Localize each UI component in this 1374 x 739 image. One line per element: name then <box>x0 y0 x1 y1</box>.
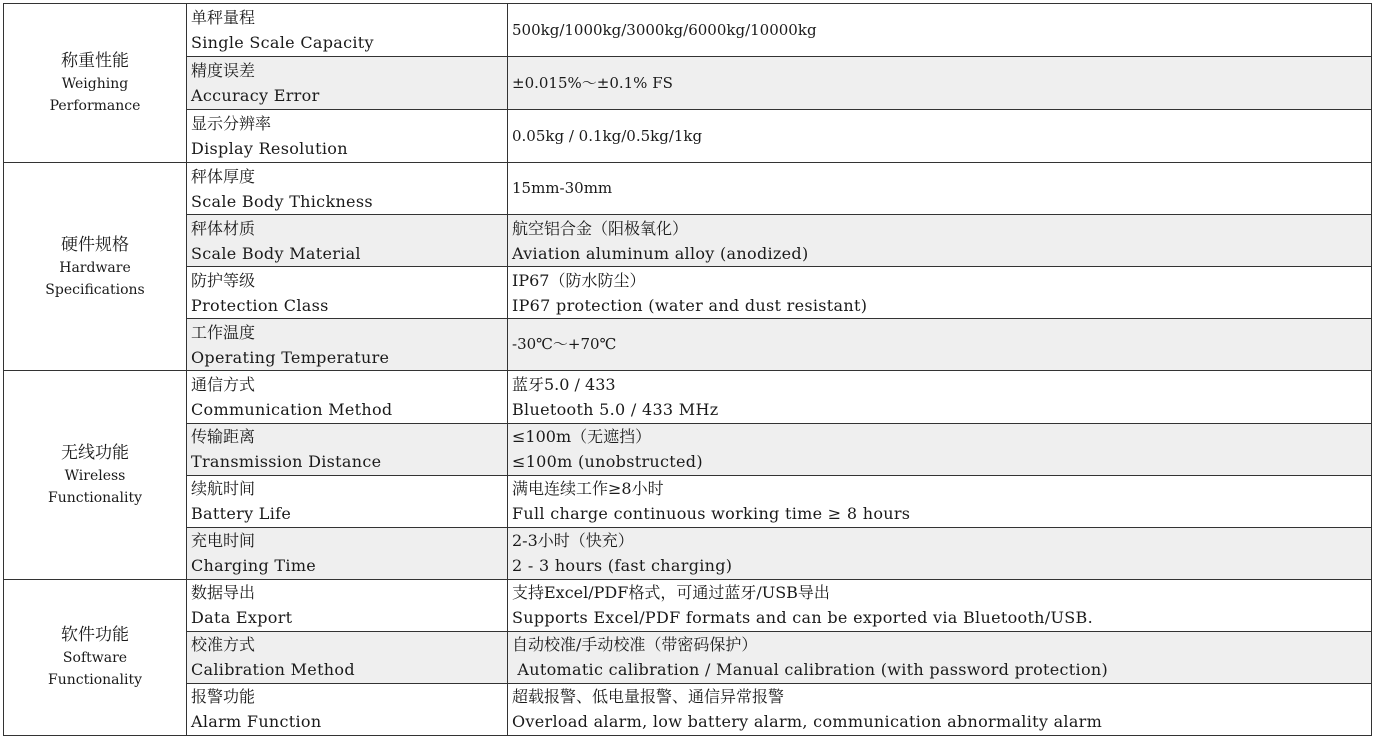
item-scale-body-thickness <box>187 163 508 215</box>
english-text: Functionality <box>48 672 142 689</box>
chinese-text: 单秤量程 <box>191 8 256 28</box>
spec-table <box>3 3 1372 736</box>
english-text: ≤100m (unobstructed) <box>512 452 703 472</box>
english-text: IP67 protection (water and dust resistant) <box>512 295 868 315</box>
value-scale-body-thickness <box>508 163 1372 215</box>
chinese-text: 充电时间 <box>191 531 256 551</box>
value-calibration-method <box>508 631 1372 683</box>
item-operating-temperature <box>187 319 508 371</box>
chinese-text: 数据导出 <box>191 583 256 603</box>
cell-text: 15mm-30mm <box>512 179 613 198</box>
english-text: Scale Body Thickness <box>191 191 373 211</box>
chinese-text: 无线功能 <box>61 443 129 464</box>
english-text: Data Export <box>191 608 293 628</box>
chinese-text: 自动校准/手动校准（带密码保护） <box>512 635 758 655</box>
english-text: Communication Method <box>191 399 393 419</box>
item-scale-body-material <box>187 215 508 267</box>
item-display-resolution <box>187 110 508 163</box>
cell-text: 500kg/1000kg/3000kg/6000kg/10000kg <box>512 20 817 39</box>
chinese-text: 蓝牙5.0 / 433 <box>512 374 616 394</box>
chinese-text: 支持Excel/PDF格式，可通过蓝牙/USB导出 <box>512 583 830 603</box>
value-communication-method <box>508 371 1372 423</box>
category-hardware-specifications <box>4 163 187 371</box>
english-text: Automatic calibration / Manual calibration (with password protection) <box>512 660 1109 680</box>
item-charging-time <box>187 527 508 579</box>
chinese-text: 硬件规格 <box>61 234 129 255</box>
cell-text: 0.05kg / 0.1kg/0.5kg/1kg <box>512 126 703 145</box>
value-single-scale-capacity <box>508 4 1372 57</box>
item-calibration-method <box>187 631 508 683</box>
english-text: Performance <box>49 98 141 115</box>
english-text: Display Resolution <box>191 139 348 159</box>
english-text: Hardware <box>59 259 131 276</box>
value-operating-temperature <box>508 319 1372 371</box>
value-battery-life <box>508 475 1372 527</box>
chinese-text: 称重性能 <box>61 51 129 72</box>
english-text: Supports Excel/PDF formats and can be exported via Bluetooth/USB. <box>512 608 1093 628</box>
chinese-text: IP67（防水防尘） <box>512 270 646 290</box>
english-text: Weighing <box>61 76 129 93</box>
english-text: Full charge continuous working time ≥ 8 hours <box>512 504 911 524</box>
english-text: Overload alarm, low battery alarm, communication abnormality alarm <box>512 712 1103 732</box>
chinese-text: 秤体厚度 <box>191 166 256 186</box>
chinese-text: 秤体材质 <box>191 218 256 238</box>
chinese-text: 通信方式 <box>191 374 256 394</box>
english-text: Functionality <box>48 490 142 507</box>
chinese-text: 软件功能 <box>61 625 129 646</box>
chinese-text: 超载报警、低电量报警、通信异常报警 <box>512 687 785 707</box>
item-battery-life <box>187 475 508 527</box>
chinese-text: 传输距离 <box>191 427 256 447</box>
item-data-export <box>187 579 508 631</box>
value-scale-body-material <box>508 215 1372 267</box>
chinese-text: 2-3小时（快充） <box>512 531 634 551</box>
chinese-text: 显示分辨率 <box>191 114 272 134</box>
category-weighing-performance <box>4 4 187 163</box>
cell-text: ±0.015%～±0.1% FS <box>512 73 673 92</box>
english-text: Protection Class <box>191 295 329 315</box>
chinese-text: ≤100m（无遮挡） <box>512 427 652 447</box>
value-transmission-distance <box>508 423 1372 475</box>
chinese-text: 续航时间 <box>191 479 256 499</box>
english-text: Scale Body Material <box>191 243 361 263</box>
item-single-scale-capacity <box>187 4 508 57</box>
category-software-functionality <box>4 579 187 735</box>
english-text: Operating Temperature <box>191 347 390 367</box>
english-text: Calibration Method <box>191 660 355 680</box>
chinese-text: 校准方式 <box>191 635 256 655</box>
english-text: 2 - 3 hours (fast charging) <box>512 556 733 576</box>
english-text: Specifications <box>45 281 145 298</box>
english-text: Alarm Function <box>191 712 322 732</box>
value-accuracy-error <box>508 57 1372 110</box>
cell-text: -30℃～+70℃ <box>512 335 617 354</box>
chinese-text: 工作温度 <box>191 322 256 342</box>
english-text: Single Scale Capacity <box>191 33 374 53</box>
value-protection-class <box>508 267 1372 319</box>
english-text: Bluetooth 5.0 / 433 MHz <box>512 399 719 419</box>
english-text: Transmission Distance <box>191 452 382 472</box>
english-text: Accuracy Error <box>191 86 320 106</box>
chinese-text: 报警功能 <box>191 687 256 707</box>
value-data-export <box>508 579 1372 631</box>
value-charging-time <box>508 527 1372 579</box>
chinese-text: 满电连续工作≥8小时 <box>512 479 664 499</box>
english-text: Battery Life <box>191 504 292 524</box>
english-text: Wireless <box>64 468 126 485</box>
chinese-text: 防护等级 <box>191 270 256 290</box>
category-wireless-functionality <box>4 371 187 579</box>
chinese-text: 精度误差 <box>191 61 256 81</box>
english-text: Software <box>62 650 128 667</box>
chinese-text: 航空铝合金（阳极氧化） <box>512 218 689 238</box>
value-display-resolution <box>508 110 1372 163</box>
english-text: Aviation aluminum alloy (anodized) <box>512 243 809 263</box>
item-transmission-distance <box>187 423 508 475</box>
value-alarm-function <box>508 683 1372 735</box>
item-alarm-function <box>187 683 508 735</box>
item-communication-method <box>187 371 508 423</box>
item-protection-class <box>187 267 508 319</box>
english-text: Charging Time <box>191 556 317 576</box>
item-accuracy-error <box>187 57 508 110</box>
